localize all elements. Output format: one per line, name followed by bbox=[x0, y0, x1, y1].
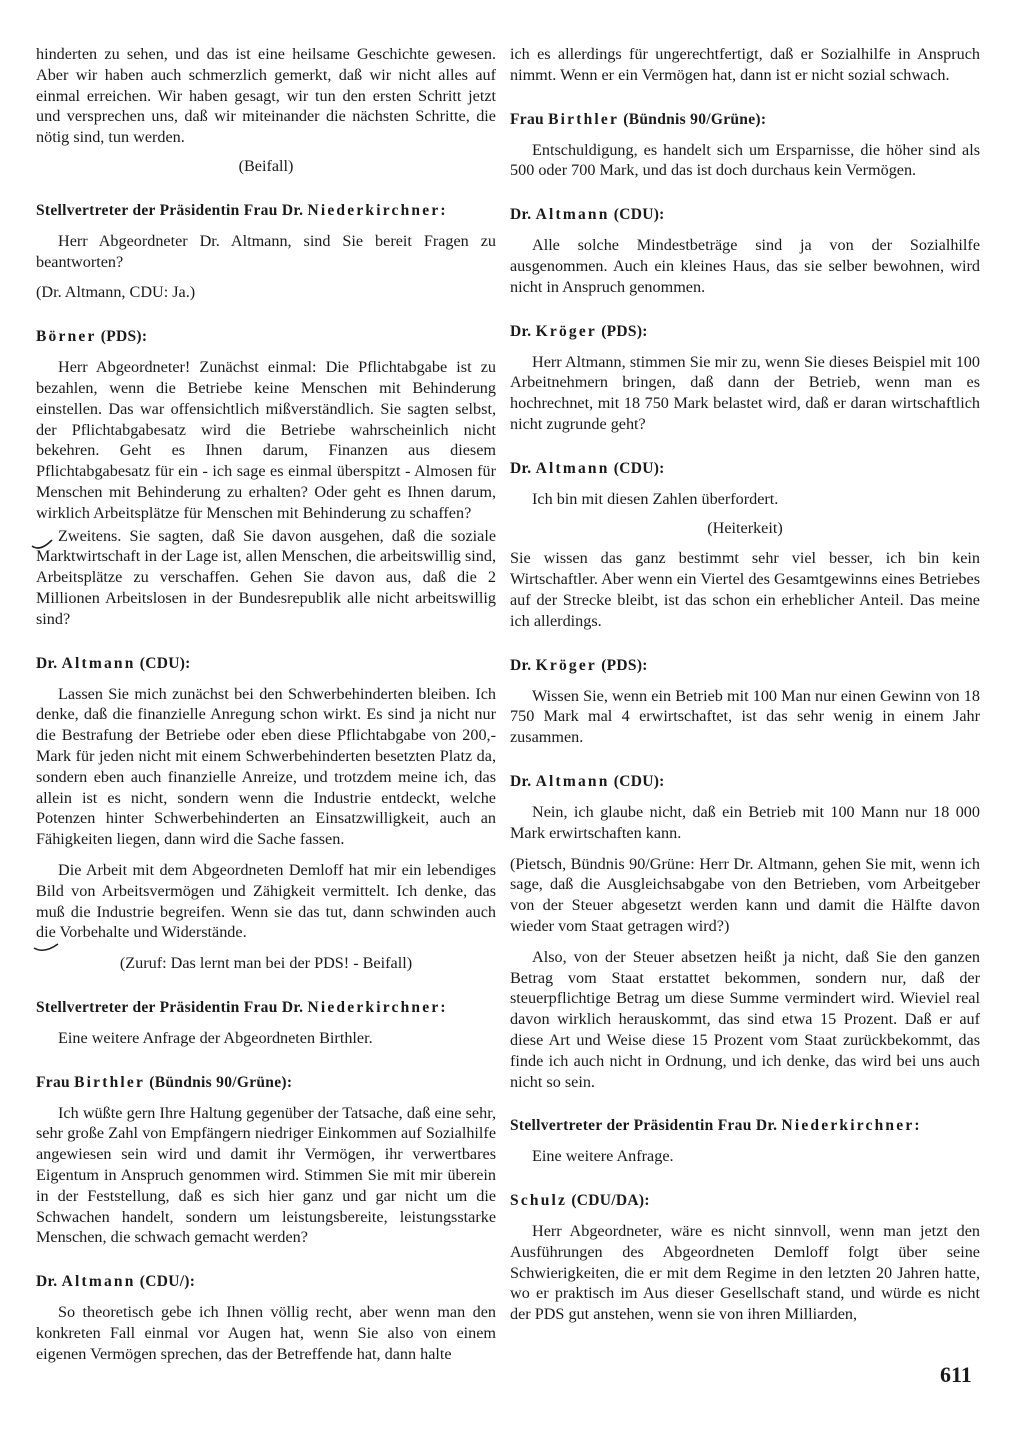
interjection: (Beifall) bbox=[238, 156, 294, 175]
paragraph: hinderten zu sehen, und das ist eine heilsame Geschichte gewesen. Aber wir haben auch schmerzlich gemerkt, daß wir nicht alles auf einmal erreichen. Wir haben gesagt, wir tun den ersten Schritt jetzt und versprechen uns, daß wir miteinander die nächsten Schritte, die nötig sind, tun werden. bbox=[36, 45, 496, 147]
right-column bbox=[510, 44, 980, 1325]
speaker-prefix: Dr. bbox=[510, 772, 536, 790]
paragraph: ich es allerdings für ungerechtfertigt, daß er Sozialhilfe in Anspruch nimmt. Wenn er ein Vermögen hat, dann ist er nicht sozial schwach. bbox=[510, 45, 980, 84]
speaker-name: Niederkirchner bbox=[781, 1117, 915, 1135]
speaker-heading bbox=[510, 110, 980, 130]
speaker-name: Niederkirchner bbox=[307, 201, 441, 219]
speaker-party: (CDU): bbox=[609, 206, 665, 224]
paragraph: Herr Abgeordneter! Zunächst einmal: Die Pflichtabgabe ist zu bezahlen, wenn die Betriebe keine Menschen mit Behinderung einstellen. Das war offensichtlich mißverständlich. Sie sagten selbst, der Pflichtabgabesatz wird die Betriebe wahrscheinlich nicht bekehren. Geht es Ihnen darum, Finanzen aus diesem Pflichtabgabesatz für ein - ich sage es einmal überspitzt - Almosen für Menschen mit Behinderung zu erhalten? Oder geht es Ihnen darum, wirklich Arbeitsplätze für Menschen mit Behinderung zu schaffen? bbox=[36, 358, 496, 522]
speaker-heading bbox=[36, 1073, 496, 1093]
speaker-party: : bbox=[440, 998, 446, 1016]
speaker-name: Altmann bbox=[61, 654, 136, 672]
interjection: (Zuruf: Das lernt man bei der PDS! - Beifall) bbox=[119, 954, 413, 973]
speaker-name: Altmann bbox=[61, 1273, 136, 1291]
paragraph: Eine weitere Anfrage. bbox=[532, 1147, 674, 1166]
speaker-prefix: Stellvertreter der Präsidentin Frau Dr. bbox=[36, 201, 308, 219]
speaker-heading bbox=[36, 327, 496, 347]
interjection-paragraph: (Dr. Altmann, CDU: Ja.) bbox=[36, 283, 196, 302]
speaker-heading bbox=[36, 1272, 496, 1292]
speaker-prefix: Dr. bbox=[36, 1273, 62, 1291]
speaker-party: (CDU/): bbox=[135, 1273, 196, 1291]
speaker-name: Altmann bbox=[535, 206, 610, 224]
speaker-prefix: Dr. bbox=[510, 656, 536, 674]
paragraph: Eine weitere Anfrage der Abgeordneten Birthler. bbox=[58, 1028, 373, 1047]
speaker-party: : bbox=[440, 201, 446, 219]
speaker-prefix: Dr. bbox=[510, 322, 536, 340]
speaker-party: (CDU): bbox=[135, 654, 191, 672]
paragraph: Wissen Sie, wenn ein Betrieb mit 100 Man nur einen Gewinn von 18 750 Mark mal 4 erwirtschaftet, ist das sehr wenig in einem Jahr zusammen. bbox=[510, 686, 980, 747]
speaker-heading bbox=[510, 656, 980, 676]
left-column bbox=[36, 44, 496, 1365]
speaker-party: (CDU): bbox=[609, 459, 665, 477]
speaker-party: (PDS): bbox=[96, 328, 148, 346]
speaker-party: : bbox=[914, 1117, 920, 1135]
speaker-prefix: Frau bbox=[510, 110, 549, 128]
speaker-heading bbox=[510, 1191, 980, 1211]
speaker-heading bbox=[510, 772, 980, 792]
speaker-party: (CDU/DA): bbox=[567, 1192, 650, 1210]
speaker-heading bbox=[36, 998, 496, 1018]
speaker-party: (Bündnis 90/Grüne): bbox=[619, 110, 767, 128]
paragraph: Ich wüßte gern Ihre Haltung gegenüber der Tatsache, daß eine sehr, sehr große Zahl von Empfängern niedriger Einkommen auf Sozialhilfe angewiesen sein wird und damit ihr Vermögen, ihr verwertbares Eigentum in Anspruch genommen wird. Stimmen Sie mit mir überein in der Feststellung, daß es sich hier ganz und gar nicht um die Schwachen handelt, sondern um leistungsbereite, leistungsstarke Menschen, die schwach gemacht werden? bbox=[36, 1103, 496, 1247]
speaker-name: Birthler bbox=[74, 1073, 146, 1091]
speaker-name: Altmann bbox=[535, 459, 610, 477]
speaker-heading bbox=[510, 322, 980, 342]
speaker-name: Birthler bbox=[548, 110, 620, 128]
speaker-prefix: Dr. bbox=[510, 206, 536, 224]
paragraph: Also, von der Steuer absetzen heißt ja nicht, daß Sie den ganzen Betrag vom Staat erstattet bekommen, sondern nur, daß der steuerpflichtige Betrag um diese Summe vermindert wird. Wieviel real davon wirklich herauskommt, das sind etwa 15 Prozent. Daß er auf diese Art und Weise diese 15 Prozent vom Staat zurückbekommt, das finde ich auch nicht in Ordnung, und ich denke, das wird bei uns auch nicht so sein. bbox=[510, 947, 980, 1091]
speaker-name: Niederkirchner bbox=[307, 998, 441, 1016]
speaker-name: Schulz bbox=[510, 1192, 568, 1210]
paragraph: Die Arbeit mit dem Abgeordneten Demloff hat mir ein lebendiges Bild von Arbeitsvermögen und Zähigkeit vermittelt. Ich denke, das muß die Industrie begreifen. Wenn sie das tut, dann schwinden auch die Vorbehalte und Widerstände. bbox=[36, 860, 496, 942]
speaker-prefix: Dr. bbox=[510, 459, 536, 477]
speaker-party: (Bündnis 90/Grüne): bbox=[145, 1073, 293, 1091]
speaker-heading bbox=[36, 654, 496, 674]
speaker-prefix: Frau bbox=[36, 1073, 75, 1091]
paragraph: Herr Abgeordneter Dr. Altmann, sind Sie bereit Fragen zu beantworten? bbox=[36, 231, 496, 271]
speaker-party: (CDU): bbox=[609, 772, 665, 790]
speaker-prefix: Stellvertreter der Präsidentin Frau Dr. bbox=[36, 998, 308, 1016]
speaker-heading bbox=[510, 205, 980, 225]
interjection-paragraph: (Pietsch, Bündnis 90/Grüne: Herr Dr. Altmann, gehen Sie mit, wenn ich sage, daß die Ausgleichsabgabe von den Betrieben, vom Arbeitgeber von der Steuer abgesetzt werden kann und damit die Hälfte davon wieder vom Staat getragen wird?) bbox=[510, 854, 980, 935]
speaker-prefix: Dr. bbox=[36, 654, 62, 672]
scan-mark bbox=[30, 536, 56, 552]
speaker-heading bbox=[36, 201, 496, 221]
speaker-heading bbox=[510, 459, 980, 479]
speaker-party: (PDS): bbox=[597, 322, 648, 340]
scan-mark bbox=[32, 938, 62, 954]
speaker-party: (PDS): bbox=[597, 656, 648, 674]
paragraph: Zweitens. Sie sagten, daß Sie davon ausgehen, daß die soziale Marktwirtschaft in der Lage ist, allen Menschen, die arbeitswillig sind, Arbeitsplätze zu verschaffen. Gehen Sie davon aus, daß die 2 Millionen Arbeitslosen in der Bundesrepublik alle nicht arbeitswillig sind? bbox=[36, 526, 496, 628]
page-number: 611 bbox=[940, 1362, 972, 1387]
paragraph: Herr Abgeordneter, wäre es nicht sinnvoll, wenn man jetzt den Ausführungen des Abgeordneten Demloff folgt über seine Schwierigkeiten, die er mit dem Regime in den letzten 20 Jahren hatte, wo er praktisch im Aus dieser Gesellschaft stand, und würde es nicht der PDS gut anstehen, wenn sie von ihren Milliarden, bbox=[510, 1222, 980, 1324]
paragraph: So theoretisch gebe ich Ihnen völlig recht, aber wenn man den konkreten Fall einmal vor Augen hat, wenn Sie also von einem eigenen Vermögen sprechen, das der Betreffende hat, dann halte bbox=[36, 1303, 496, 1363]
speaker-prefix: Stellvertreter der Präsidentin Frau Dr. bbox=[510, 1117, 782, 1135]
paragraph: Herr Altmann, stimmen Sie mir zu, wenn Sie dieses Beispiel mit 100 Arbeitnehmern bringen, daß dann der Betrieb, wenn man es hochrechnet, mit 18 750 Mark belastet wird, daß er daran wirtschaftlich nicht zugrunde geht? bbox=[510, 352, 980, 433]
paragraph: Lassen Sie mich zunächst bei den Schwerbehinderten bleiben. Ich denke, daß die finanzielle Anregung schon wirkt. Es sind ja nicht nur die Bestrafung der Betriebe oder eben diese Pflichtabgabe von 200,- Mark für jeden nicht mit einem Schwerbehinderten besetzten Platz da, sondern eben auch finanzielle Anreize, und trotzdem meine ich, das allein ist es nicht, sondern wenn die Industrie entdeckt, welche Potenzen hinter Schwerbehinderten an Einsatzwilligkeit, auch an Fähigkeiten liegen, dann wird die Sache fassen. bbox=[36, 684, 496, 849]
interjection: (Heiterkeit) bbox=[707, 518, 783, 537]
speaker-heading bbox=[510, 1116, 980, 1136]
paragraph: Sie wissen das ganz bestimmt sehr viel besser, ich bin kein Wirtschaftler. Aber wenn ein Viertel des Gesamtgewinns eines Betriebes auf der Strecke bleibt, ist das schon ein erheblicher Anteil. Das meine ich allerdings. bbox=[510, 549, 980, 630]
speaker-name: Altmann bbox=[535, 772, 610, 790]
speaker-name: Kröger bbox=[535, 322, 598, 340]
paragraph: Alle solche Mindestbeträge sind ja von der Sozialhilfe ausgenommen. Auch ein kleines Haus, das sie selber bewohnen, wird nicht in Anspruch genommen. bbox=[510, 236, 980, 296]
speaker-name: Kröger bbox=[535, 656, 598, 674]
paragraph: Nein, ich glaube nicht, daß ein Betrieb mit 100 Mann nur 18 000 Mark erwirtschaften kann. bbox=[510, 802, 980, 842]
speaker-name: Börner bbox=[36, 328, 97, 346]
paragraph: Ich bin mit diesen Zahlen überfordert. bbox=[532, 489, 779, 508]
paragraph: Entschuldigung, es handelt sich um Ersparnisse, die höher sind als 500 oder 700 Mark, und das ist doch durchaus kein Vermögen. bbox=[510, 140, 980, 180]
